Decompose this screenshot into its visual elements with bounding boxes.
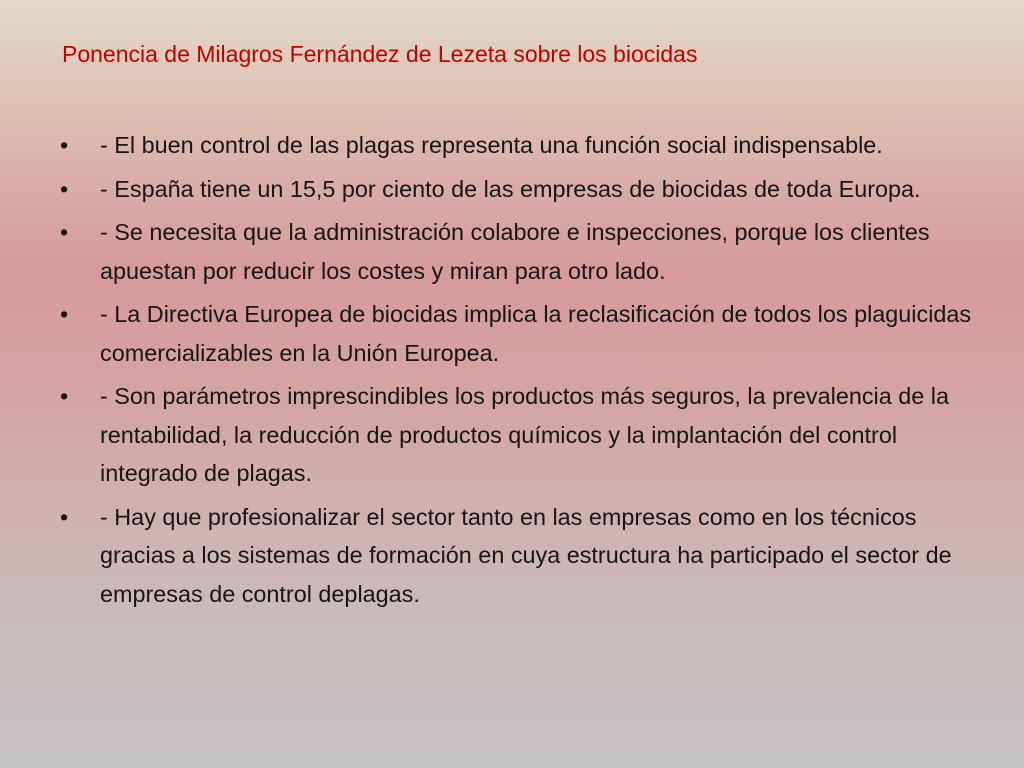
bullet-text: - España tiene un 15,5 por ciento de las empresas de biocidas de toda Europa. <box>100 175 921 202</box>
bullet-dot-icon: • <box>60 175 69 202</box>
bullet-text: - El buen control de las plagas representa una función social indispensable. <box>100 132 883 158</box>
bullet-dot-icon: • <box>60 132 69 158</box>
bullet-list <box>60 126 972 618</box>
bullet-item <box>60 498 972 614</box>
bullet-text: - Son parámetros imprescindibles los productos más seguros, la prevalencia de la rentabilidad, la reducción de productos químicos y la implantación del control integrado de plagas. <box>100 383 949 486</box>
bullet-text: - La Directiva Europea de biocidas implica la reclasificación de todos los plaguicidas comercializables en la Unión Europea. <box>100 301 972 366</box>
bullet-item <box>60 377 972 493</box>
bullet-item <box>60 170 972 209</box>
bullet-dot-icon: • <box>60 301 69 327</box>
bullet-dot-icon: • <box>60 503 69 530</box>
bullet-item <box>60 126 972 165</box>
bullet-item <box>60 295 972 372</box>
bullet-dot-icon: • <box>60 383 69 409</box>
bullet-text: - Se necesita que la administración colabore e inspecciones, porque los clientes apuestan por reducir los costes y miran para otro lado. <box>100 219 930 284</box>
bullet-item <box>60 213 972 290</box>
slide-title: Ponencia de Milagros Fernández de Lezeta sobre los biocidas <box>62 41 698 67</box>
bullet-dot-icon: • <box>60 219 69 245</box>
bullet-text: - Hay que profesionalizar el sector tanto en las empresas como en los técnicos gracias a los sistemas de formación en cuya estructura ha participado el sector de empresas de control deplagas. <box>100 503 952 607</box>
